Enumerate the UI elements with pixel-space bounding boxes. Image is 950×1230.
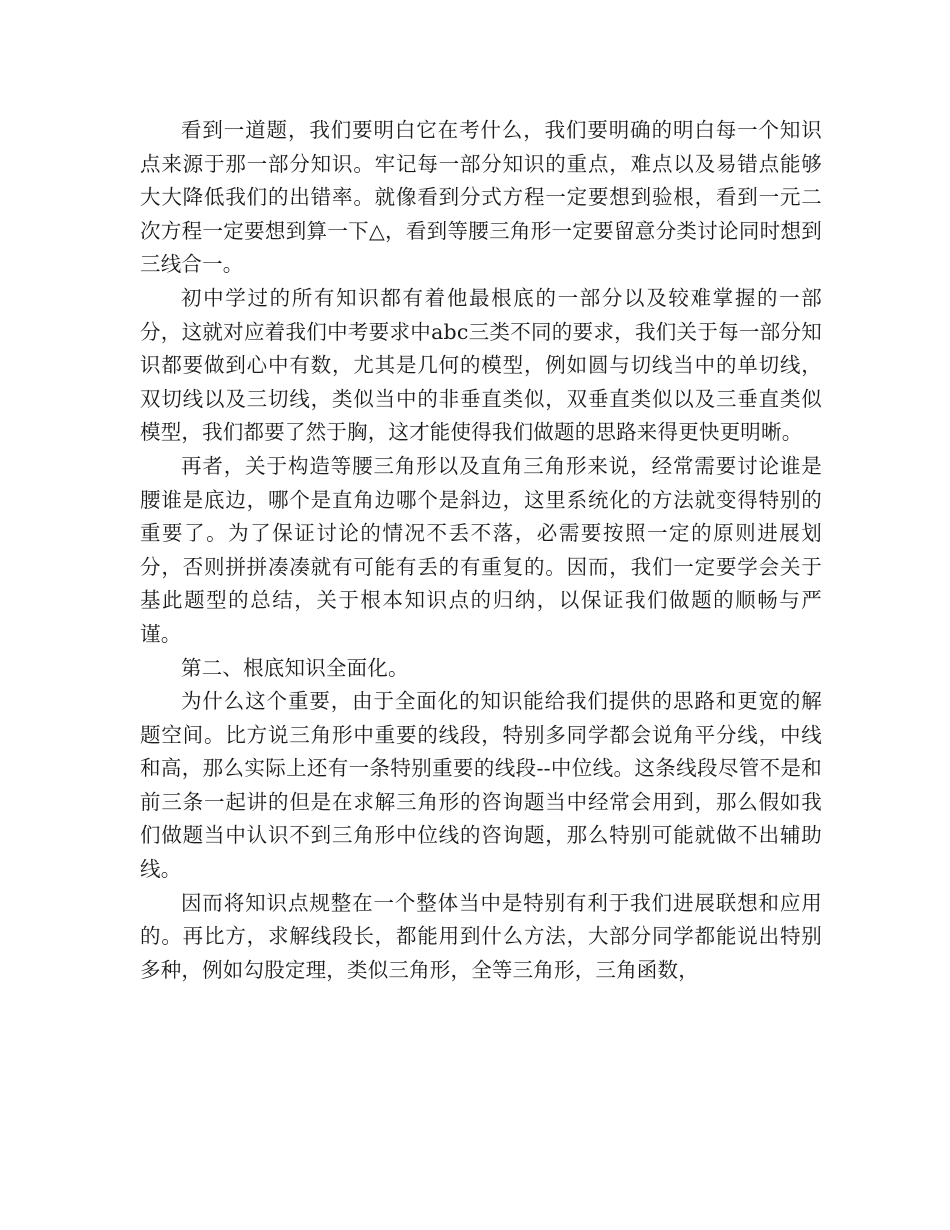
paragraph-2: 初中学过的所有知识都有着他最根底的一部分以及较难掌握的一部分，这就对应着我们中考要求中abc三类不同的要求，我们关于每一部分知识都要做到心中有数，尤其是几何的模型，例如圆与切线当中的单切线，双切线以及三切线，类似当中的非垂直类似，双垂直类似以及三垂直类似模型，我们都要了然于胸，这才能使得我们做题的思路来得更快更明晰。 bbox=[140, 285, 822, 445]
paragraph-3: 再者，关于构造等腰三角形以及直角三角形来说，经常需要讨论谁是腰谁是底边，哪个是直角边哪个是斜边，这里系统化的方法就变得特别的重要了。为了保证讨论的情况不丢不落，必需要按照一定的原则进展划分，否则拼拼凑凑就有可能有丢的有重复的。因而，我们一定要学会关于基此题型的总结，关于根本知识点的归纳，以保证我们做题的顺畅与严谨。 bbox=[140, 453, 822, 646]
paragraph-4: 为什么这个重要，由于全面化的知识能给我们提供的思路和更宽的解题空间。比方说三角形中重要的线段，特别多同学都会说角平分线，中线和高，那么实际上还有一条特别重要的线段--中位线。这条线段尽管不是和前三条一起讲的但是在求解三角形的咨询题当中经常会用到，那么假如我们做题当中认识不到三角形中位线的咨询题，那么特别可能就做不出辅助线。 bbox=[140, 689, 822, 882]
paragraph-5: 因而将知识点规整在一个整体当中是特别有利于我们进展联想和应用的。再比方，求解线段长，都能用到什么方法，大部分同学都能说出特别多种，例如勾股定理，类似三角形，全等三角形，三角函数， bbox=[140, 890, 822, 982]
document-body bbox=[140, 114, 822, 987]
section-heading: 第二、根底知识全面化。 bbox=[181, 655, 409, 680]
paragraph-1: 看到一道题，我们要明白它在考什么，我们要明确的明白每一个知识点来源于那一部分知识。牢记每一部分知识的重点，难点以及易错点能够大大降低我们的出错率。就像看到分式方程一定要想到验根，看到一元二次方程一定要想到算一下△，看到等腰三角形一定要留意分类讨论同时想到三线合一。 bbox=[140, 118, 822, 277]
